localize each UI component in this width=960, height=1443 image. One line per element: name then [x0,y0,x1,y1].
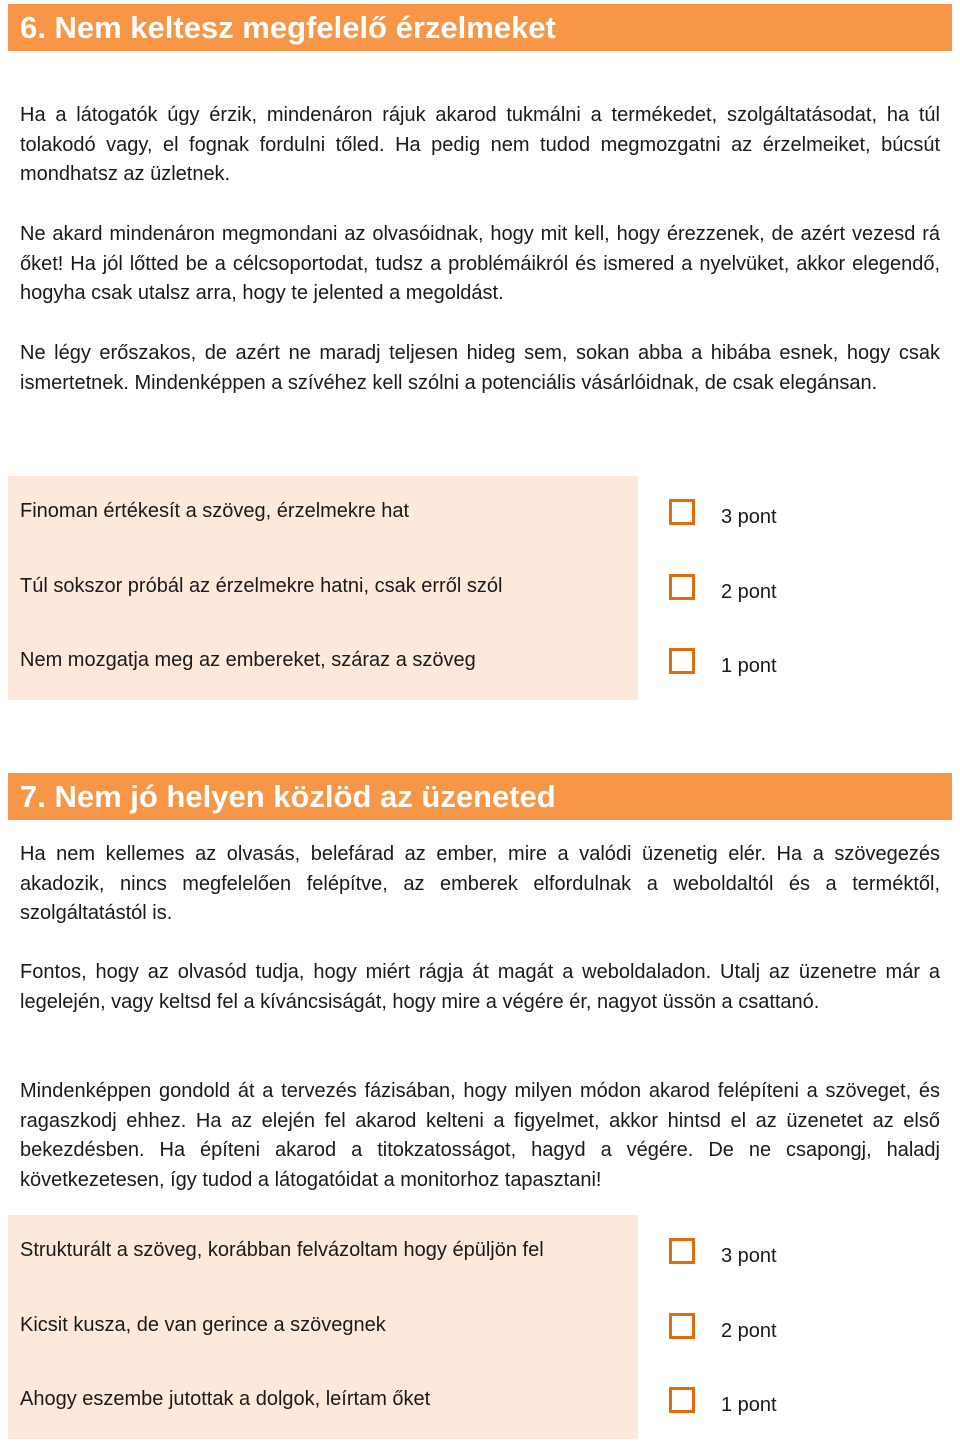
rating-points: 1 pont [721,1394,777,1416]
rating-points: 1 pont [721,655,777,677]
section-7-paragraph-2: Fontos, hogy az olvasód tudja, hogy miért rágja át magát a weboldaladon. Utalj az üzenetre már a legelején, vagy keltsd fel a kíváncsiságát, hogy mire a végére ér, nagyot üssön a csattanó. [20,961,940,1013]
checkbox-1-point[interactable] [669,648,695,674]
section-6-rating-option-2[interactable] [8,551,952,625]
section-7-rating-option-1[interactable] [8,1364,952,1438]
section-7-heading: 7. Nem jó helyen közlöd az üzeneted [8,773,952,820]
checkbox-2-points[interactable] [669,1313,695,1339]
rating-label: Finoman értékesít a szöveg, érzelmekre hat [20,500,410,522]
rating-points: 3 pont [721,1245,777,1267]
rating-label: Strukturált a szöveg, korábban felvázoltam hogy épüljön fel [20,1239,544,1261]
rating-label: Túl sokszor próbál az érzelmekre hatni, csak erről szól [20,575,503,597]
rating-points: 2 pont [721,1320,777,1342]
section-6-paragraph-1: Ha a látogatók úgy érzik, mindenáron rájuk akarod tukmálni a termékedet, szolgáltatásodat, ha túl tolakodó vagy, el fognak fordulni tőled. Ha pedig nem tudod megmozgatni az érzelmeiket, búcsút mondhatsz az üzletnek. [20,104,940,186]
checkbox-2-points[interactable] [669,574,695,600]
checkbox-1-point[interactable] [669,1387,695,1413]
section-6-rating-option-3[interactable] [8,476,952,550]
rating-label: Ahogy eszembe jutottak a dolgok, leírtam őket [20,1388,431,1410]
section-7-rating-option-3[interactable] [8,1215,952,1289]
rating-points: 2 pont [721,581,777,603]
checkbox-3-points[interactable] [669,499,695,525]
checkbox-3-points[interactable] [669,1238,695,1264]
section-6-paragraph-2: Ne akard mindenáron megmondani az olvasóidnak, hogy mit kell, hogy érezzenek, de azért vezesd rá őket! Ha jól lőtted be a célcsoportodat, tudsz a problémáikról és ismered a nyelvüket, akkor elegendő, hogyha csak utalsz arra, hogy te jelented a megoldást. [20,223,940,305]
section-6-heading: 6. Nem keltesz megfelelő érzelmeket [8,4,952,51]
section-7-paragraph-3: Mindenképpen gondold át a tervezés fázisában, hogy milyen módon akarod felépíteni a szöveget, és ragaszkodj ehhez. Ha az elején fel akarod kelteni a figyelmet, akkor hintsd el az üzenetet az első bekezdésben. Ha építeni akarod a titokzatosságot, hagyd a végére. De ne csapongj, haladj következetesen, így tudod a látogatóidat a monitorhoz tapasztani! [20,1080,940,1191]
rating-label: Nem mozgatja meg az embereket, száraz a szöveg [20,649,476,671]
rating-points: 3 pont [721,506,777,528]
section-6-paragraph-3: Ne légy erőszakos, de azért ne maradj teljesen hideg sem, sokan abba a hibába esnek, hogy csak ismertetnek. Mindenképpen a szívéhez kell szólni a potenciális vásárlóidnak, de csak elegánsan. [20,342,940,394]
rating-label: Kicsit kusza, de van gerince a szövegnek [20,1314,386,1336]
section-6-rating-option-1[interactable] [8,625,952,699]
section-7-rating-option-2[interactable] [8,1290,952,1364]
section-7-paragraph-1: Ha nem kellemes az olvasás, belefárad az ember, mire a valódi üzenetig elér. Ha a szövegezés akadozik, nincs megfelelően felépítve, az emberek elfordulnak a weboldaltól és a terméktől, szolgáltatástól is. [20,843,940,925]
